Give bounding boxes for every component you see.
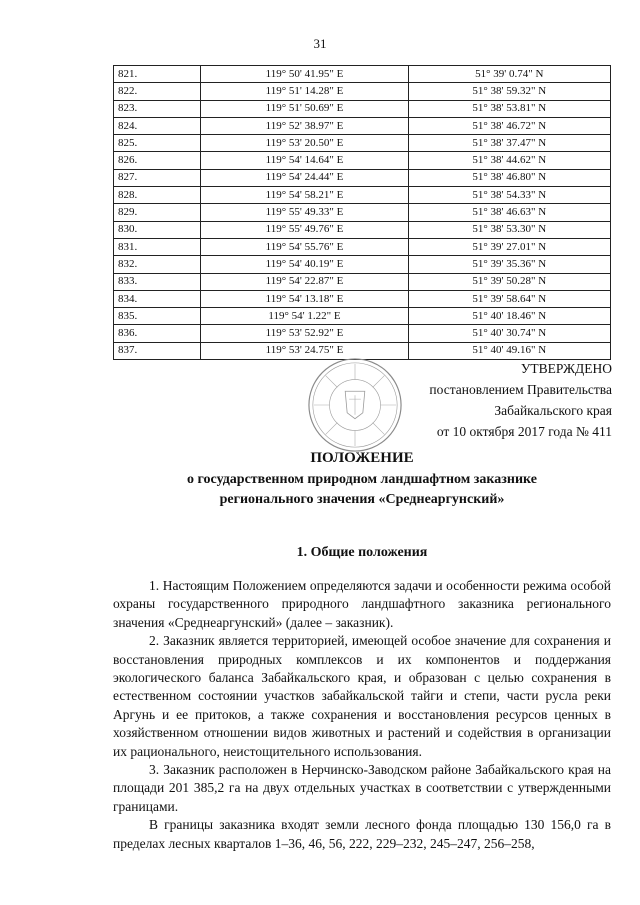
coordinates-number: 823. <box>114 100 201 117</box>
coordinates-latitude: 51° 38' 46.63" N <box>408 204 610 221</box>
coordinates-longitude: 119° 55' 49.33" E <box>201 204 408 221</box>
table-row <box>114 187 611 204</box>
table-row <box>114 325 611 342</box>
coordinates-longitude: 119° 54' 24.44" E <box>201 169 408 186</box>
coordinates-longitude: 119° 54' 14.64" E <box>201 152 408 169</box>
document-heading: ПОЛОЖЕНИЕ <box>310 450 414 466</box>
coordinates-number: 826. <box>114 152 201 169</box>
paragraph-3: 3. Заказник расположен в Нерчинско-Заводском районе Забайкальского края на площади 201 385,2 га на двух отдельных участках в соответствии с утвержденными границами. <box>113 762 611 814</box>
section-heading: 1. Общие положения <box>296 545 428 560</box>
coordinates-number: 836. <box>114 325 201 342</box>
table-row <box>114 221 611 238</box>
coordinates-latitude: 51° 39' 35.36" N <box>408 256 610 273</box>
paragraph-1: 1. Настоящим Положением определяются задачи и особенности режима особой охраны государственного природного ландшафтного заказника регионального значения «Среднеаргунский» (далее – заказник). <box>113 578 611 630</box>
table-row <box>114 308 611 325</box>
coordinates-latitude: 51° 38' 44.62" N <box>408 152 610 169</box>
coordinates-number: 825. <box>114 135 201 152</box>
coordinates-number: 827. <box>114 169 201 186</box>
coordinates-number: 822. <box>114 83 201 100</box>
coordinates-number: 830. <box>114 221 201 238</box>
coordinates-longitude: 119° 51' 50.69" E <box>201 100 408 117</box>
table-row <box>114 169 611 186</box>
coordinates-latitude: 51° 40' 18.46" N <box>408 308 610 325</box>
coordinates-latitude: 51° 38' 53.81" N <box>408 100 610 117</box>
table-row <box>114 100 611 117</box>
coordinates-latitude: 51° 38' 54.33" N <box>408 187 610 204</box>
coordinates-latitude: 51° 38' 46.72" N <box>408 117 610 134</box>
coordinates-longitude: 119° 55' 49.76" E <box>201 221 408 238</box>
coordinates-latitude: 51° 39' 58.64" N <box>408 290 610 307</box>
paragraph-4: В границы заказника входят земли лесного фонда площадью 130 156,0 га в пределах лесных кварталов 1–36, 46, 56, 222, 229–232, 245–247, 256–258, <box>113 817 611 851</box>
approval-line-2: Забайкальского края <box>494 403 612 418</box>
table-row <box>114 83 611 100</box>
table-row <box>114 152 611 169</box>
coordinates-number: 829. <box>114 204 201 221</box>
table-row <box>114 238 611 255</box>
coordinates-number: 831. <box>114 238 201 255</box>
coordinates-number: 821. <box>114 66 201 83</box>
coordinates-longitude: 119° 53' 24.75" E <box>201 342 408 359</box>
coordinates-number: 833. <box>114 273 201 290</box>
coordinates-number: 835. <box>114 308 201 325</box>
approval-line-1: постановлением Правительства <box>429 382 612 397</box>
table-row <box>114 256 611 273</box>
coordinates-longitude: 119° 51' 14.28" E <box>201 83 408 100</box>
coordinates-latitude: 51° 39' 50.28" N <box>408 273 610 290</box>
coordinates-longitude: 119° 54' 22.87" E <box>201 273 408 290</box>
coordinates-table <box>113 65 611 360</box>
table-row <box>114 135 611 152</box>
table-row <box>114 117 611 134</box>
document-title-line-2: регионального значения «Среднеаргунский» <box>219 492 505 507</box>
coordinates-longitude: 119° 50' 41.95" E <box>201 66 408 83</box>
coordinates-latitude: 51° 38' 37.47" N <box>408 135 610 152</box>
coordinates-latitude: 51° 38' 53.30" N <box>408 221 610 238</box>
coordinates-latitude: 51° 38' 46.80" N <box>408 169 610 186</box>
page-number: 31 <box>313 36 327 51</box>
coordinates-longitude: 119° 53' 52.92" E <box>201 325 408 342</box>
coordinates-longitude: 119° 54' 55.76" E <box>201 238 408 255</box>
coordinates-number: 824. <box>114 117 201 134</box>
coordinates-longitude: 119° 54' 1.22" E <box>201 308 408 325</box>
coordinates-longitude: 119° 54' 13.18" E <box>201 290 408 307</box>
paragraph-2: 2. Заказник является территорией, имеющей особое значение для сохранения и восстановления природных комплексов и их компонентов и поддержания экологического баланса Забайкальского края, и образован с целью сохранения в естественном состоянии участков забайкальской тайги и степи, части русла реки Аргунь и ее притоков, а также сохранения и восстановления ресурсов ценных в хозяйственном отношении видов животных и растений и содействия в организации их рационального, неистощительного использования. <box>113 633 611 759</box>
table-row <box>114 273 611 290</box>
coordinates-longitude: 119° 53' 20.50" E <box>201 135 408 152</box>
coordinates-number: 837. <box>114 342 201 359</box>
coordinates-latitude: 51° 38' 59.32" N <box>408 83 610 100</box>
coordinates-latitude: 51° 40' 49.16" N <box>408 342 610 359</box>
coordinates-number: 832. <box>114 256 201 273</box>
coordinates-latitude: 51° 39' 0.74" N <box>408 66 610 83</box>
coordinates-latitude: 51° 40' 30.74" N <box>408 325 610 342</box>
table-row <box>114 66 611 83</box>
body-text <box>113 577 611 853</box>
coordinates-number: 834. <box>114 290 201 307</box>
table-row <box>114 204 611 221</box>
approval-line-3: от 10 октября 2017 года № 411 <box>436 424 612 439</box>
approval-word: УТВЕРЖДЕНО <box>520 361 612 376</box>
coordinates-latitude: 51° 39' 27.01" N <box>408 238 610 255</box>
coordinates-number: 828. <box>114 187 201 204</box>
coordinates-longitude: 119° 54' 40.19" E <box>201 256 408 273</box>
coordinates-longitude: 119° 52' 38.97" E <box>201 117 408 134</box>
coordinates-longitude: 119° 54' 58.21" E <box>201 187 408 204</box>
table-row <box>114 290 611 307</box>
approval-block <box>382 358 612 442</box>
document-title-line-1: о государственном природном ландшафтном заказнике <box>187 472 537 487</box>
